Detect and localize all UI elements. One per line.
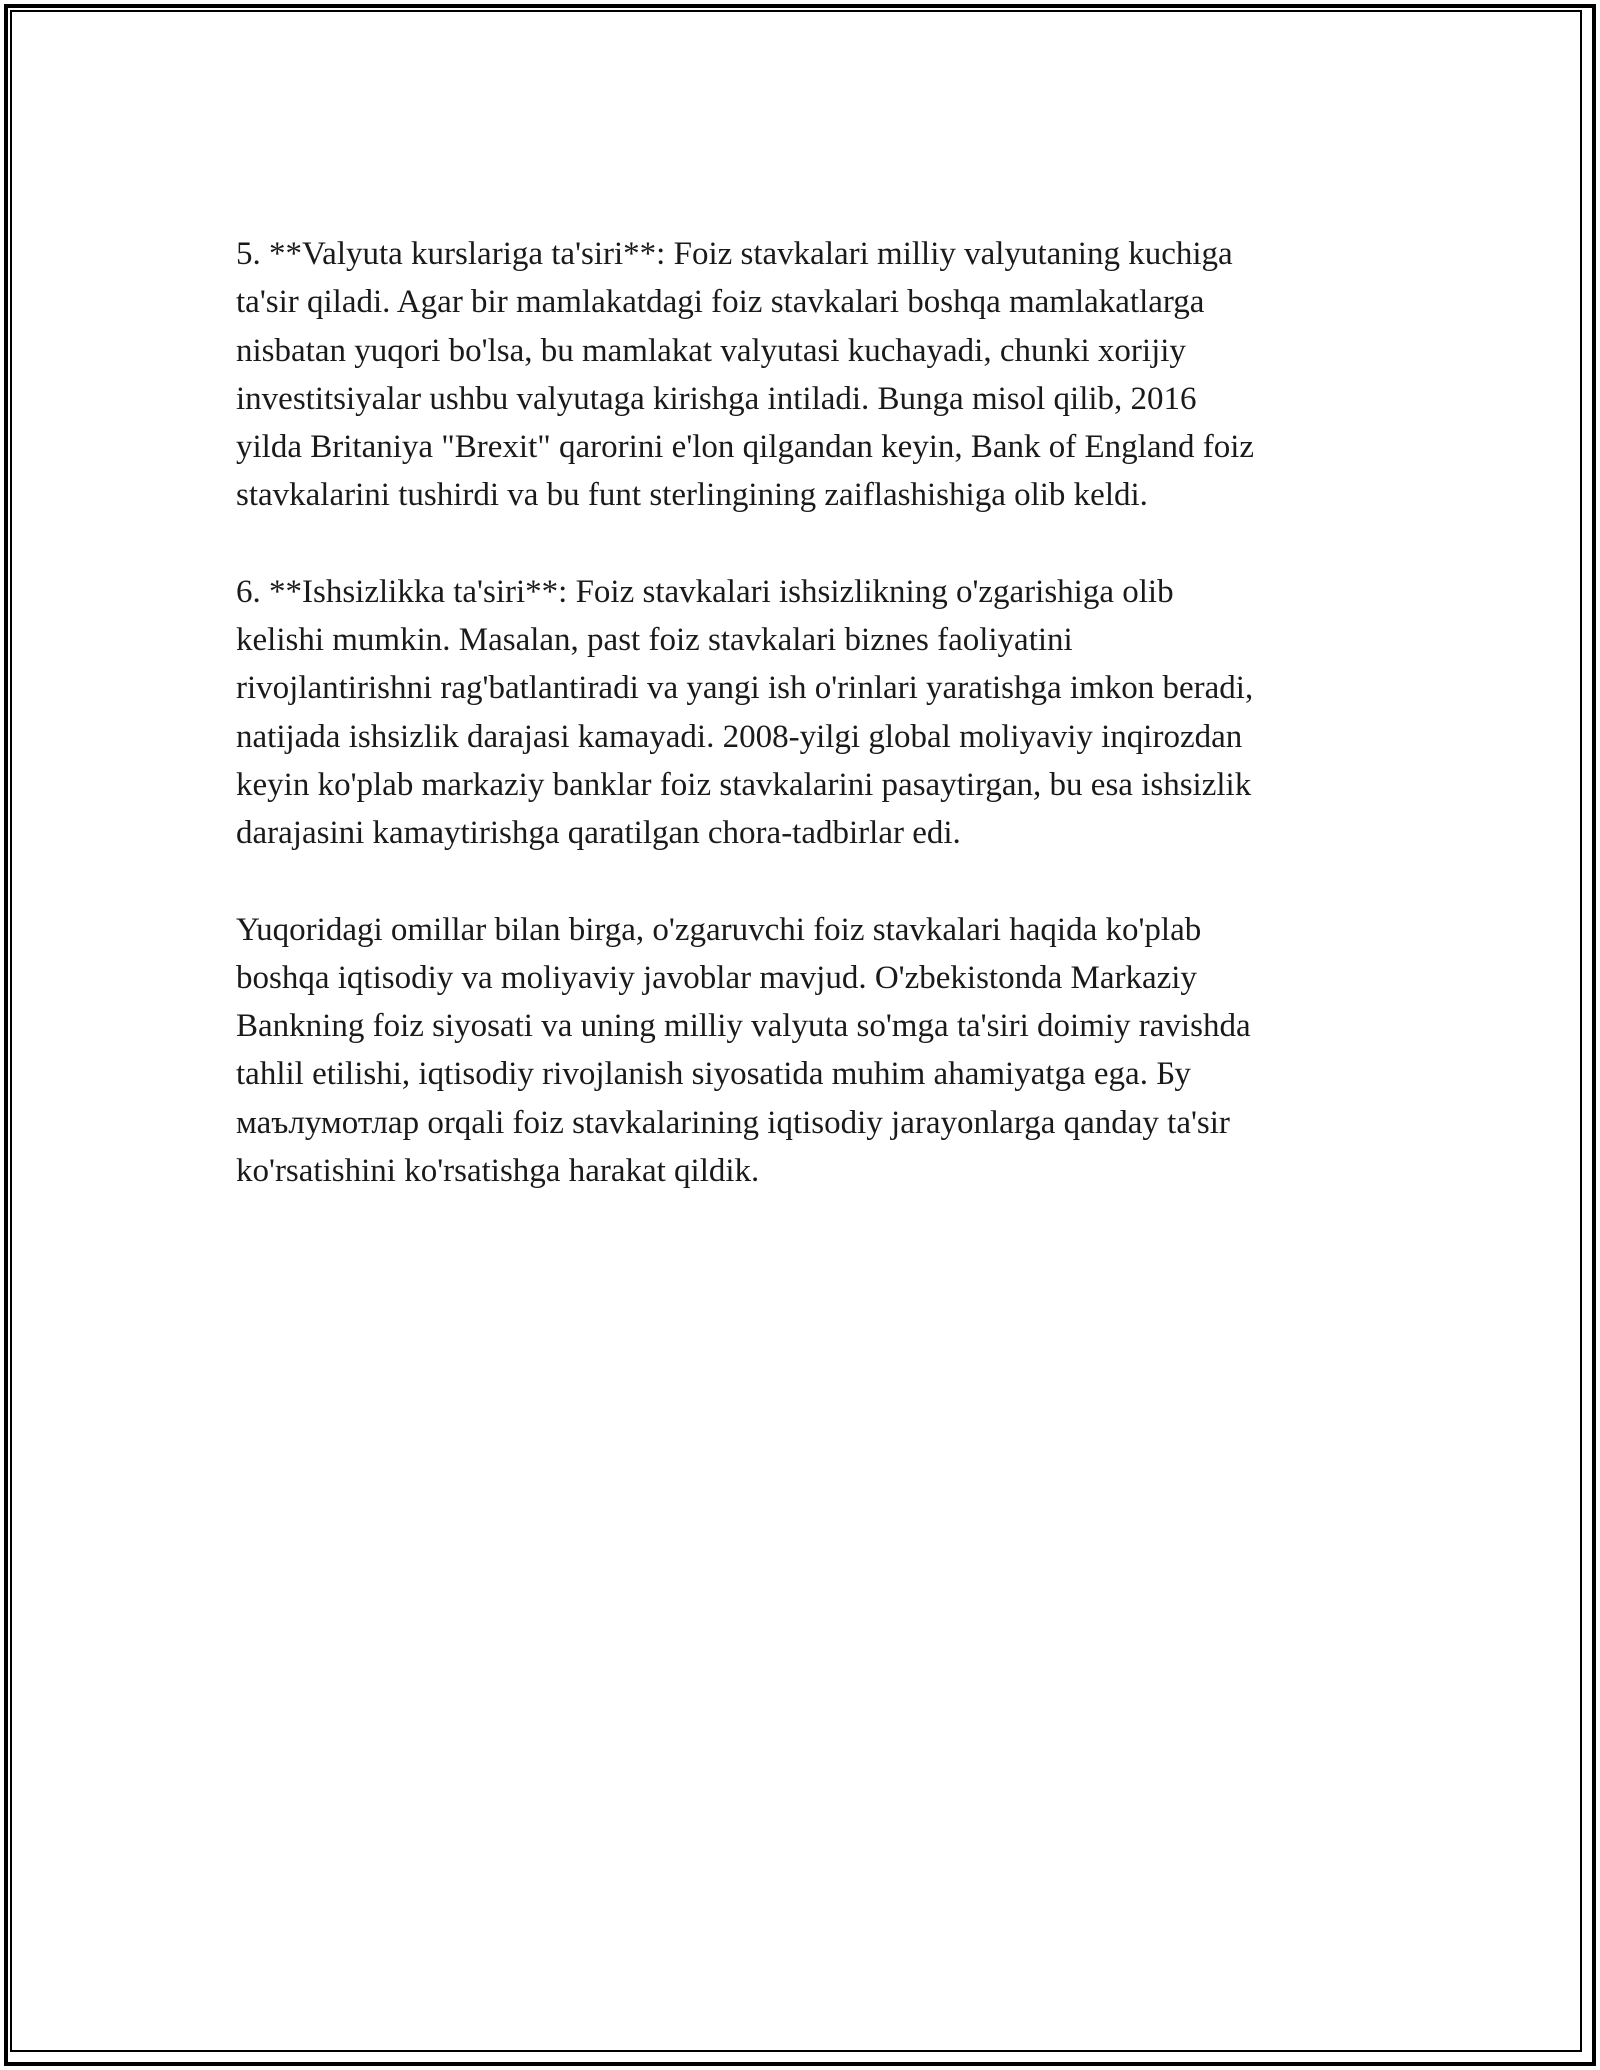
paragraph-conclusion: Yuqoridagi omillar bilan birga, o'zgaruvchi foiz stavkalari haqida ko'plab boshqa iqtisodiy va moliyaviy javoblar mavjud. O'zbekistonda Markaziy Bankning foiz siyosati va uning milliy valyuta so'mga ta'siri doimiy ravishda tahlil etilishi, iqtisodiy rivojlanish siyosatida muhim ahamiyatga ega. Бу маълумотлар orqali foiz stavkalarining iqtisodiy jarayonlarga qanday ta'sir ko'rsatishini ko'rsatishga harakat qildik. xyxy=(236,911,1251,1190)
paragraph-currency-impact: 5. **Valyuta kurslariga ta'siri**: Foiz stavkalari milliy valyutaning kuchiga ta'sir qiladi. Agar bir mamlakatdagi foiz stavkalari boshqa mamlakatlarga nisbatan yuqori bo'lsa, bu mamlakat valyutasi kuchayadi, chunki xorijiy investitsiyalar ushbu valyutaga kirishga intiladi. Bunga misol qilib, 2016 yilda Britaniya "Brexit" qarorini e'lon qilgandan keyin, Bank of England foiz stavkalarini tushirdi va bu funt sterlingining zaiflashishiga olib keldi. xyxy=(236,236,1255,514)
document-body xyxy=(236,230,1376,1243)
paragraph-unemployment-impact: 6. **Ishsizlikka ta'siri**: Foiz stavkalari ishsizlikning o'zgarishiga olib kelishi mumkin. Masalan, past foiz stavkalari biznes faoliyatini rivojlantirishni rag'batlantiradi va yangi ish o'rinlari yaratishga imkon beradi, natijada ishsizlik darajasi kamayadi. 2008-yilgi global moliyaviy inqirozdan keyin ko'plab markaziy banklar foiz stavkalarini pasaytirgan, bu esa ishsizlik darajasini kamaytirishga qaratilgan chora-tadbirlar edi. xyxy=(236,573,1254,852)
